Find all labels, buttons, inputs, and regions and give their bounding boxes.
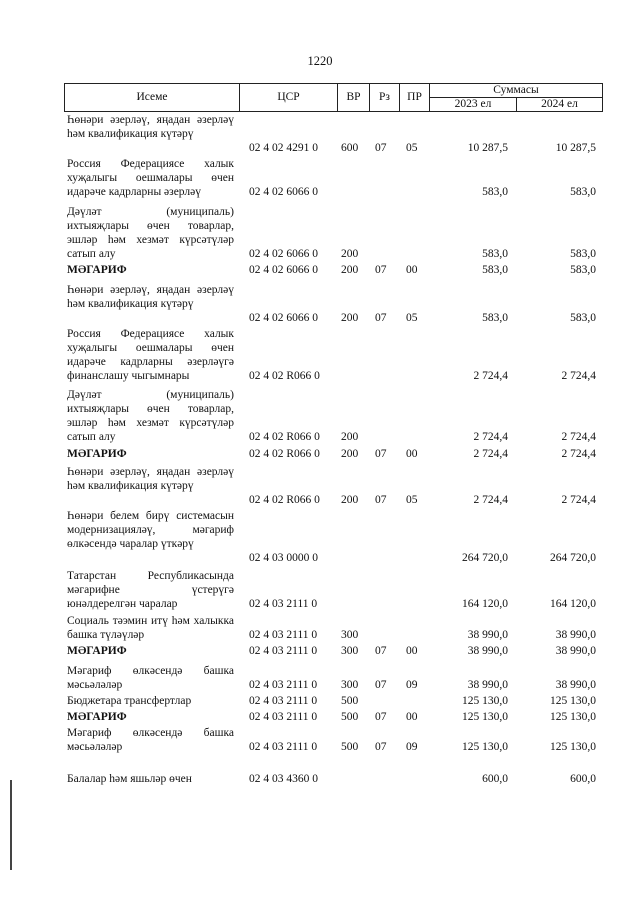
row-csr: 02 4 02 R066 0 bbox=[249, 494, 320, 506]
table-row bbox=[0, 283, 640, 325]
row-s2023: 125 130,0 bbox=[462, 695, 508, 707]
row-s2024: 264 720,0 bbox=[550, 552, 596, 564]
row-csr: 02 4 03 0000 0 bbox=[249, 552, 318, 564]
header-year-2023: 2023 ел bbox=[430, 98, 517, 112]
row-name: Һөнәри әзерләү, яңадан әзерләү һәм квалификация күтәрү bbox=[67, 114, 234, 140]
row-s2023: 2 724,4 bbox=[473, 431, 508, 443]
row-s2024: 10 287,5 bbox=[555, 142, 596, 154]
row-s2024: 164 120,0 bbox=[550, 598, 596, 610]
row-s2023: 38 990,0 bbox=[467, 645, 508, 657]
table-row bbox=[0, 726, 640, 754]
row-rz: 07 bbox=[375, 264, 387, 276]
row-s2023: 264 720,0 bbox=[462, 552, 508, 564]
row-name: Дәүләт (муниципаль) ихтыяҗлары өчен товарлар, эшләр һәм хезмәт күрсәтүләр сатып алу bbox=[67, 206, 234, 260]
row-vr: 500 bbox=[341, 711, 359, 723]
row-name: Россия Федерациясе халык хуҗалыгы оешмалары өчен идарәче кадрларны әзерләү bbox=[67, 158, 234, 198]
table-row bbox=[0, 569, 640, 611]
row-name: Россия Федерациясе халык хуҗалыгы оешмалары өчен идарәче кадрларны әзерләүгә финанслашу чыгымнары bbox=[67, 328, 234, 382]
row-csr: 02 4 03 2111 0 bbox=[249, 598, 318, 610]
row-csr: 02 4 02 6066 0 bbox=[249, 248, 318, 260]
row-s2024: 38 990,0 bbox=[555, 629, 596, 641]
table-header bbox=[64, 83, 603, 112]
row-csr: 02 4 03 2111 0 bbox=[249, 695, 318, 707]
table-row bbox=[0, 205, 640, 261]
row-s2023: 125 130,0 bbox=[462, 711, 508, 723]
margin-line bbox=[10, 780, 12, 870]
table-row bbox=[0, 614, 640, 642]
row-name: Дәүләт (муниципаль) ихтыяҗлары өчен товарлар, эшләр һәм хезмәт күрсәтүләр сатып алу bbox=[67, 389, 234, 443]
row-rz: 07 bbox=[375, 142, 387, 154]
row-rz: 07 bbox=[375, 494, 387, 506]
row-s2023: 583,0 bbox=[482, 248, 508, 260]
row-pr: 09 bbox=[406, 679, 418, 691]
row-s2023: 38 990,0 bbox=[467, 629, 508, 641]
row-csr: 02 4 03 4360 0 bbox=[249, 773, 318, 785]
table-row bbox=[0, 710, 640, 724]
table-row bbox=[0, 157, 640, 199]
row-s2024: 125 130,0 bbox=[550, 741, 596, 753]
row-vr: 200 bbox=[341, 264, 359, 276]
row-csr: 02 4 03 2111 0 bbox=[249, 679, 318, 691]
row-s2024: 583,0 bbox=[570, 248, 596, 260]
row-vr: 200 bbox=[341, 248, 359, 260]
row-s2024: 583,0 bbox=[570, 264, 596, 276]
row-s2024: 583,0 bbox=[570, 186, 596, 198]
row-name: МӘГАРИФ bbox=[67, 711, 127, 723]
row-csr: 02 4 02 6066 0 bbox=[249, 186, 318, 198]
row-vr: 600 bbox=[341, 142, 359, 154]
row-s2023: 38 990,0 bbox=[467, 679, 508, 691]
row-rz: 07 bbox=[375, 741, 387, 753]
row-s2024: 2 724,4 bbox=[561, 370, 596, 382]
row-vr: 300 bbox=[341, 679, 359, 691]
row-name: Һөнәри әзерләү, яңадан әзерләү һәм квалификация күтәрү bbox=[67, 284, 234, 310]
row-vr: 300 bbox=[341, 645, 359, 657]
header-name: Исеме bbox=[65, 84, 240, 112]
row-name: Бюджетара трансфертлар bbox=[67, 695, 192, 707]
row-s2023: 583,0 bbox=[482, 264, 508, 276]
row-s2024: 2 724,4 bbox=[561, 431, 596, 443]
row-name: МӘГАРИФ bbox=[67, 264, 127, 276]
header-year-2024: 2024 ел bbox=[517, 98, 603, 112]
row-rz: 07 bbox=[375, 312, 387, 324]
row-s2024: 38 990,0 bbox=[555, 679, 596, 691]
row-rz: 07 bbox=[375, 448, 387, 460]
row-pr: 00 bbox=[406, 711, 418, 723]
row-rz: 07 bbox=[375, 679, 387, 691]
row-csr: 02 4 03 2111 0 bbox=[249, 711, 318, 723]
row-s2024: 38 990,0 bbox=[555, 645, 596, 657]
row-s2024: 583,0 bbox=[570, 312, 596, 324]
row-csr: 02 4 02 R066 0 bbox=[249, 431, 320, 443]
table-row bbox=[0, 664, 640, 692]
row-pr: 05 bbox=[406, 142, 418, 154]
table-row bbox=[0, 465, 640, 507]
table-row bbox=[0, 327, 640, 383]
row-s2024: 2 724,4 bbox=[561, 448, 596, 460]
row-csr: 02 4 03 2111 0 bbox=[249, 645, 318, 657]
table-row bbox=[0, 694, 640, 708]
row-vr: 200 bbox=[341, 494, 359, 506]
row-vr: 200 bbox=[341, 312, 359, 324]
row-s2023: 10 287,5 bbox=[467, 142, 508, 154]
row-s2023: 125 130,0 bbox=[462, 741, 508, 753]
row-csr: 02 4 02 R066 0 bbox=[249, 448, 320, 460]
row-s2023: 2 724,4 bbox=[473, 448, 508, 460]
row-name: МӘГАРИФ bbox=[67, 645, 127, 657]
row-pr: 00 bbox=[406, 264, 418, 276]
row-pr: 05 bbox=[406, 312, 418, 324]
header-csr: ЦСР bbox=[240, 84, 338, 112]
header-rz: Рз bbox=[370, 84, 400, 112]
row-csr: 02 4 02 4291 0 bbox=[249, 142, 318, 154]
table-row bbox=[0, 263, 640, 277]
page-number: 1220 bbox=[307, 54, 333, 68]
row-name: МӘГАРИФ bbox=[67, 448, 127, 460]
row-pr: 09 bbox=[406, 741, 418, 753]
row-pr: 05 bbox=[406, 494, 418, 506]
row-vr: 300 bbox=[341, 629, 359, 641]
row-vr: 200 bbox=[341, 448, 359, 460]
row-pr: 00 bbox=[406, 645, 418, 657]
row-s2024: 2 724,4 bbox=[561, 494, 596, 506]
table-row bbox=[0, 388, 640, 444]
row-s2023: 583,0 bbox=[482, 312, 508, 324]
row-pr: 00 bbox=[406, 448, 418, 460]
row-s2023: 2 724,4 bbox=[473, 370, 508, 382]
header-vr: ВР bbox=[338, 84, 370, 112]
row-csr: 02 4 03 2111 0 bbox=[249, 629, 318, 641]
header-sums: Суммасы bbox=[430, 84, 603, 98]
row-vr: 200 bbox=[341, 431, 359, 443]
row-s2024: 125 130,0 bbox=[550, 695, 596, 707]
row-rz: 07 bbox=[375, 645, 387, 657]
row-s2024: 600,0 bbox=[570, 773, 596, 785]
row-s2023: 164 120,0 bbox=[462, 598, 508, 610]
row-name: Татарстан Республикасында мәгарифне үстерүгә юнәлдерелгән чаралар bbox=[67, 570, 234, 610]
row-vr: 500 bbox=[341, 741, 359, 753]
row-csr: 02 4 03 2111 0 bbox=[249, 741, 318, 753]
row-vr: 500 bbox=[341, 695, 359, 707]
row-csr: 02 4 02 R066 0 bbox=[249, 370, 320, 382]
row-name: Балалар һәм яшьләр өчен bbox=[67, 773, 192, 785]
row-csr: 02 4 02 6066 0 bbox=[249, 312, 318, 324]
row-rz: 07 bbox=[375, 711, 387, 723]
row-name: Мәгариф өлкәсендә башка мәсьәләләр bbox=[67, 665, 234, 691]
row-name: Мәгариф өлкәсендә башка мәсьәләләр bbox=[67, 727, 234, 753]
row-s2023: 2 724,4 bbox=[473, 494, 508, 506]
row-s2023: 600,0 bbox=[482, 773, 508, 785]
table-row bbox=[0, 113, 640, 155]
row-s2024: 125 130,0 bbox=[550, 711, 596, 723]
row-name: Һөнәри белем бирү системасын модернизацияләү, мәгариф өлкәсендә чаралар үткәрү bbox=[67, 510, 234, 550]
row-name: Социаль тәэмин итү һәм халыкка башка түләүләр bbox=[67, 615, 234, 641]
table-row bbox=[0, 644, 640, 658]
row-s2023: 583,0 bbox=[482, 186, 508, 198]
table-row bbox=[0, 772, 640, 786]
row-csr: 02 4 02 6066 0 bbox=[249, 264, 318, 276]
table-row bbox=[0, 447, 640, 461]
row-name: Һөнәри әзерләү, яңадан әзерләү һәм квалификация күтәрү bbox=[67, 466, 234, 492]
table-row bbox=[0, 509, 640, 565]
header-pr: ПР bbox=[400, 84, 430, 112]
